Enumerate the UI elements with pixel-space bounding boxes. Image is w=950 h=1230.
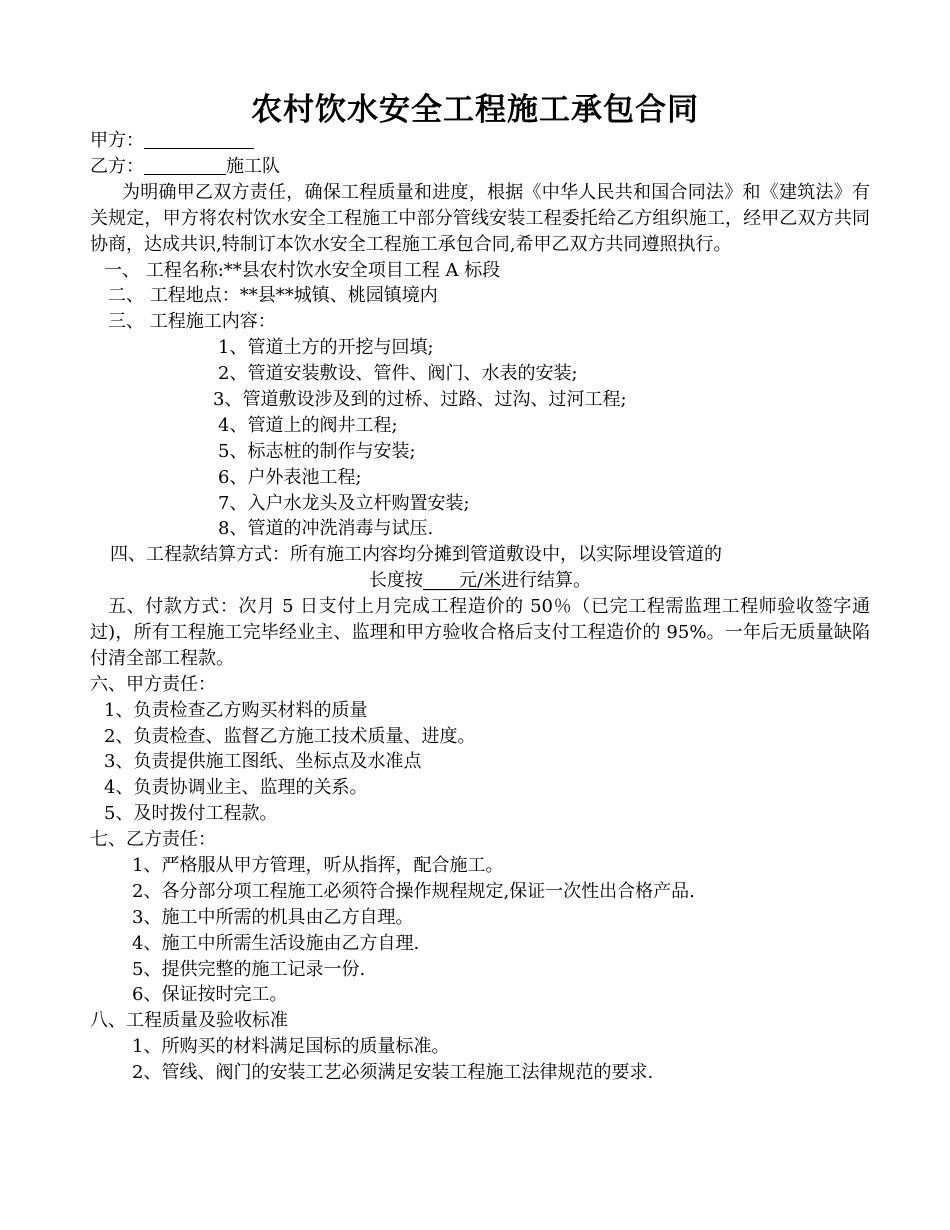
preamble-paragraph: 为明确甲乙双方责任，确保工程质量和进度，根据《中华人民共和国合同法》和《建筑法》有关规定，甲方将农村饮水安全工程施工中部分管线安装工程委托给乙方组织施工，经甲乙双方共同协商，达成共识,特制订本饮水安全工程施工承包合同,希甲乙双方共同遵照执行。	[90, 181, 870, 255]
section-6-heading: 六、甲方责任：	[90, 673, 216, 695]
content-item: 8、管道的冲洗消毒与试压.	[218, 518, 434, 540]
content-item: 6、户外表池工程;	[218, 466, 362, 488]
standard-item: 2、管线、阀门的安装工艺必须满足安装工程施工法律规范的要求.	[132, 1062, 654, 1084]
duty-item: 6、保证按时完工。	[132, 984, 288, 1006]
content-item: 7、入户水龙头及立杆购置安装;	[218, 492, 470, 514]
content-item: 4、管道上的阀井工程;	[218, 414, 398, 436]
duty-item: 2、各分部分项工程施工必须符合操作规程规定,保证一次性出合格产品.	[132, 880, 695, 902]
section-2: 二、 工程地点：**县**城镇、桃园镇境内	[108, 285, 438, 307]
section-5: 五、付款方式：次月 5 日支付上月完成工程造价的 50％（已完工程需监理工程师验收签字通过)，所有工程施工完毕经业主、监理和甲方验收合格后支付工程造价的 95%。一年后无质量缺陷付清全部工程款。	[90, 596, 870, 669]
section-4-line-2	[90, 568, 870, 594]
duty-item: 5、及时拨付工程款。	[104, 803, 278, 825]
section-4-line-1: 四、工程款结算方式：所有施工内容均分摊到管道敷设中，以实际埋设管道的	[110, 544, 722, 566]
rate-blank: ____元/米	[422, 570, 502, 592]
duty-item: 3、负责提供施工图纸、坐标点及水准点	[104, 751, 422, 773]
party-b-blank	[144, 154, 226, 175]
standard-item: 1、所购买的材料满足国标的质量标准。	[132, 1036, 450, 1058]
duty-item: 2、负责检查、监督乙方施工技术质量、进度。	[104, 725, 476, 747]
rate-suffix: 进行结算。	[501, 570, 592, 592]
rate-prefix: 长度按	[368, 570, 423, 592]
party-a-blank	[144, 128, 254, 149]
party-b-line	[90, 154, 870, 180]
duty-item: 3、施工中所需的机具由乙方自理。	[132, 906, 414, 928]
content-item: 1、管道土方的开挖与回填;	[218, 337, 434, 359]
document-title: 农村饮水安全工程施工承包合同	[251, 92, 699, 128]
content-item: 3、管道敷设涉及到的过桥、过路、过沟、过河工程;	[213, 388, 627, 410]
duty-item: 4、施工中所需生活设施由乙方自理.	[132, 932, 420, 954]
section-8-heading: 八、工程质量及验收标准	[90, 1010, 288, 1032]
content-item: 5、标志桩的制作与安装;	[218, 440, 416, 462]
party-b-label: 乙方：	[90, 155, 144, 177]
party-a-label: 甲方：	[90, 130, 144, 151]
document-body	[90, 128, 870, 1086]
party-b-suffix: 施工队	[226, 155, 280, 177]
duty-item: 1、负责检查乙方购买材料的质量	[104, 699, 368, 721]
section-3-heading: 三、 工程施工内容：	[108, 311, 276, 333]
section-7-heading: 七、乙方责任：	[90, 829, 216, 851]
duty-item: 5、提供完整的施工记录一份.	[132, 958, 366, 980]
content-item: 2、管道安装敷设、管件、阀门、水表的安装;	[218, 363, 578, 385]
party-a-line	[90, 128, 870, 154]
duty-item: 4、负责协调业主、监理的关系。	[104, 777, 368, 799]
section-1: 一、 工程名称:**县农村饮水安全项目工程 A 标段	[104, 259, 501, 281]
duty-item: 1、严格服从甲方管理，听从指挥，配合施工。	[132, 855, 504, 877]
